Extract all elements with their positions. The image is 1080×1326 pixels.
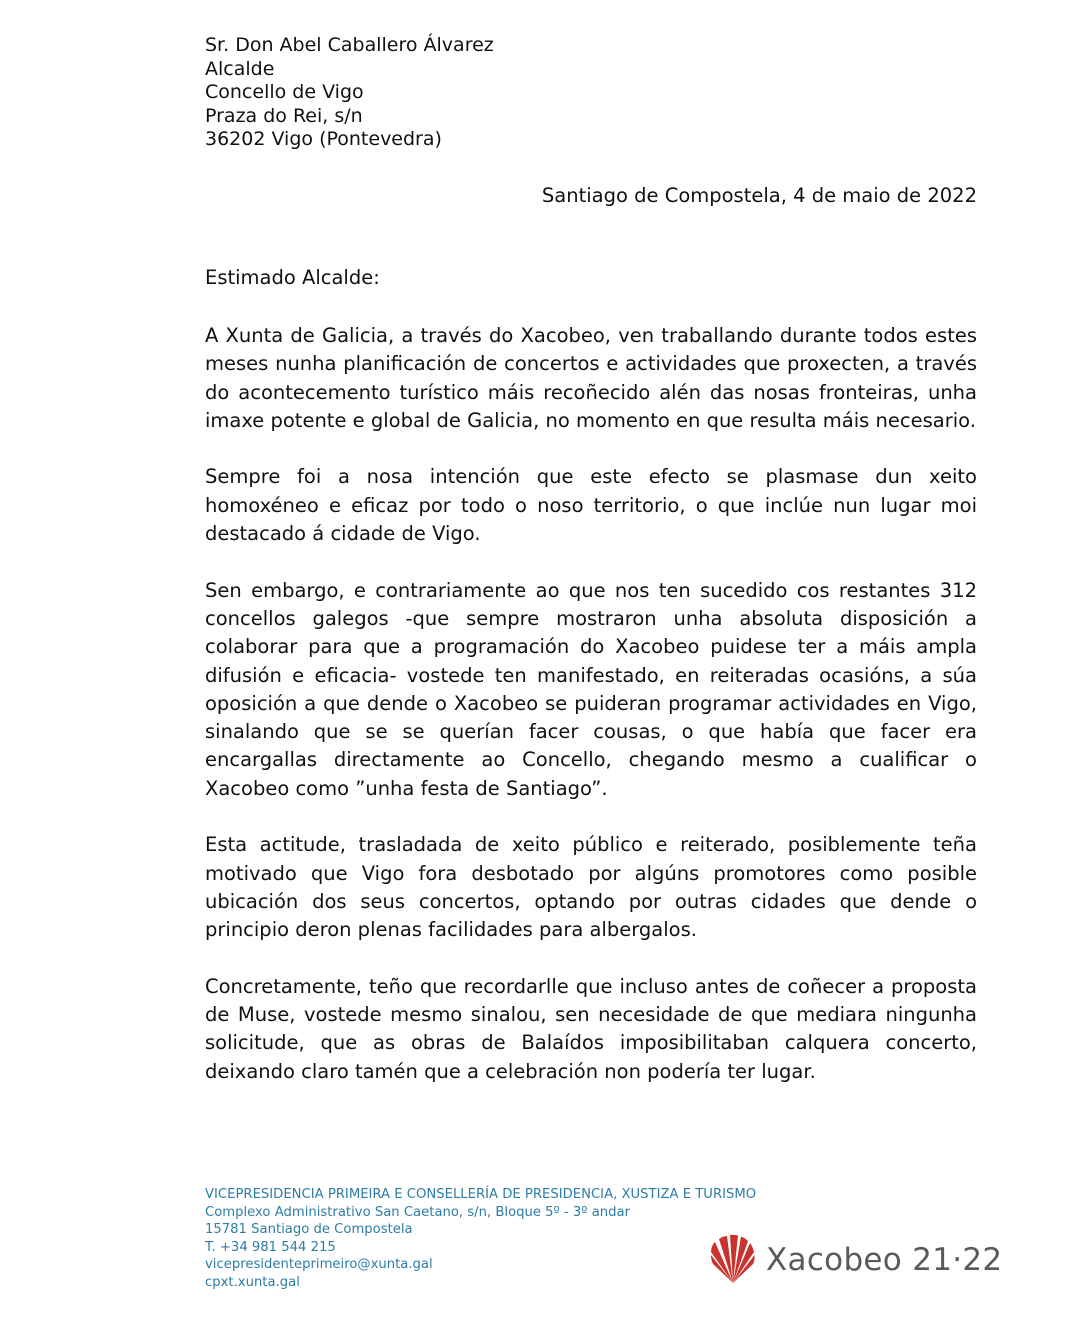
paragraph: Sempre foi a nosa intención que este efecto se plasmase dun xeito homoxéneo e eficaz por todo o noso territorio, o que inclúe nun lugar moi destacado á cidade de Vigo.: [205, 465, 977, 546]
recipient-institution: Concello de Vigo: [205, 81, 364, 103]
recipient-address: [205, 34, 494, 152]
paragraph: A Xunta de Galicia, a través do Xacobeo, ven traballando durante todos estes meses nunha planificación de concertos e actividades que proxecten, a través do acontecemento turístico máis recoñecido alén das nosas fronteiras, unha imaxe potente e global de Galicia, no momento en que resulta máis necesario.: [205, 324, 977, 432]
footer-web: cpxt.xunta.gal: [205, 1274, 300, 1290]
paragraph: Concretamente, teño que recordarlle que incluso antes de coñecer a proposta de Muse, vostede mesmo sinalou, sen necesidade de que mediara ningunha solicitude, que as obras de Balaídos imposibilitaban calquera concerto, deixando claro tamén que a celebración non podería ter lugar.: [205, 974, 977, 1083]
recipient-name: Sr. Don Abel Caballero Álvarez: [205, 34, 494, 56]
paragraph: Sen embargo, e contrariamente ao que nos ten sucedido cos restantes 312 concellos galegos -que sempre mostraron unha absoluta disposición a colaborar para que a programación do Xacobeo puidese ter a máis ampla difusión e eficacia- vostede ten manifestado, en reiteradas ocasións, a súa oposición a que dende o Xacobeo se puideran programar actividades en Vigo, sinalando que se se querían facer cousas, o que había que facer era encargallas directamente ao Concello, chegando mesmo a cualificar o Xacobeo como ”unha festa de Santiago”.: [205, 578, 977, 800]
footer-address-line: 15781 Santiago de Compostela: [205, 1222, 413, 1238]
recipient-city: 36202 Vigo (Pontevedra): [205, 128, 442, 150]
recipient-street: Praza do Rei, s/n: [205, 104, 363, 127]
scallop-shell-icon: [708, 1233, 758, 1287]
footer-department: VICEPRESIDENCIA PRIMEIRA E CONSELLERÍA DE PRESIDENCIA, XUSTIZA E TURISMO: [205, 1187, 757, 1202]
salutation: Estimado Alcalde:: [205, 266, 380, 289]
letterhead-footer: [205, 1186, 756, 1292]
xacobeo-logo: [708, 1232, 1002, 1288]
footer-address-line: Complexo Administrativo San Caetano, s/n, Bloque 5º - 3º andar: [205, 1204, 631, 1220]
paragraph: Esta actitude, trasladada de xeito público e reiterado, posiblemente teña motivado que Vigo fora desbotado por algúns promotores como posible ubicación dos seus concertos, optando por outras cidades que dende o principio deron plenas facilidades para albergalos.: [205, 833, 977, 942]
recipient-position: Alcalde: [205, 57, 275, 80]
footer-phone: T. +34 981 544 215: [205, 1239, 336, 1255]
letter-date: Santiago de Compostela, 4 de maio de 2022: [541, 184, 977, 207]
logo-text: Xacobeo 21·22: [766, 1242, 1003, 1278]
footer-email: vicepresidenteprimeiro@xunta.gal: [205, 1257, 433, 1273]
letter-body: [205, 322, 977, 1114]
